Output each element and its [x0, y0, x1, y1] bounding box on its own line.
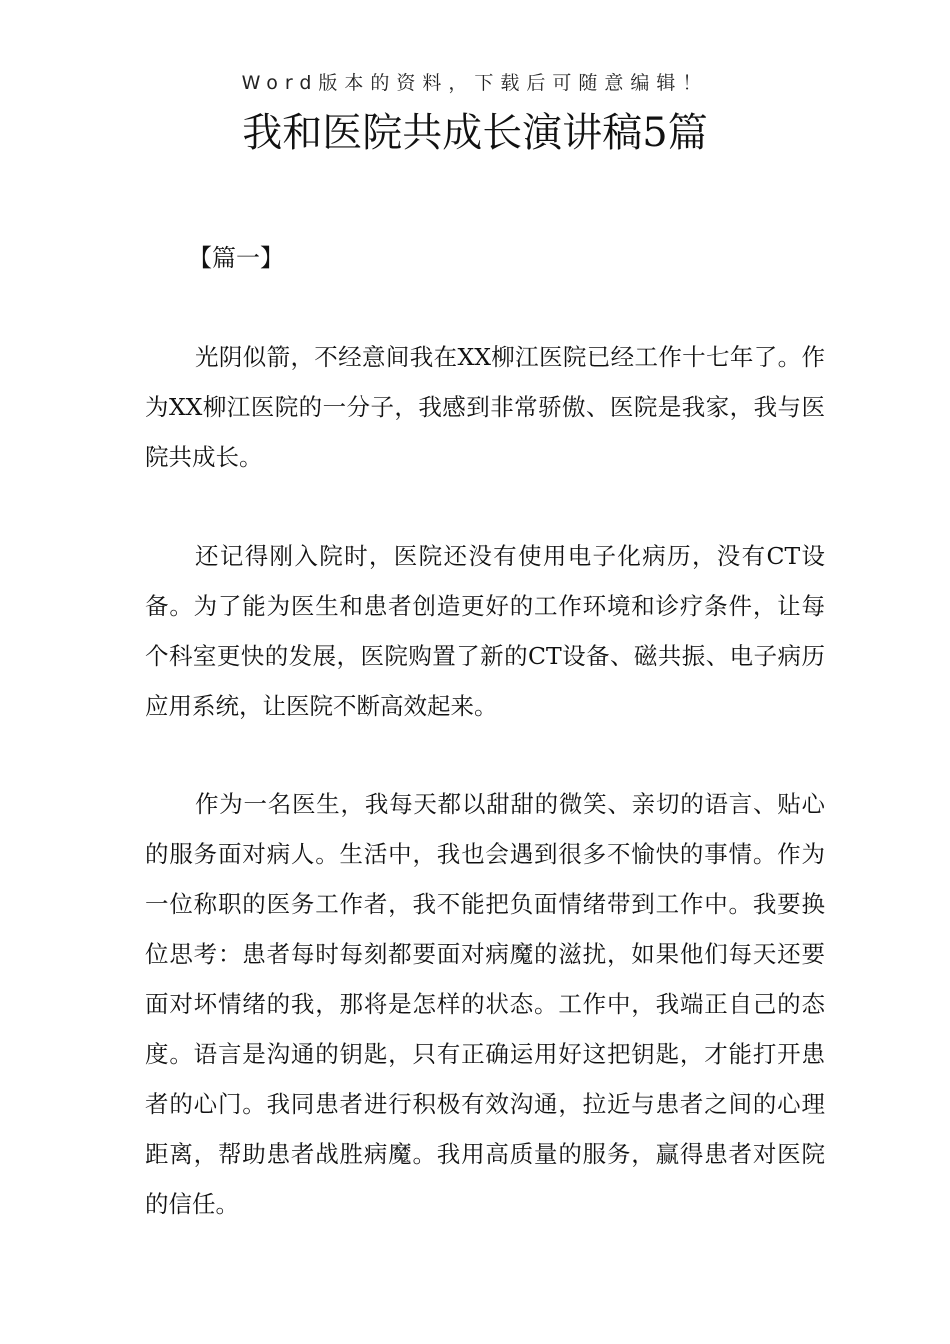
- header-note: Word版本的资料，下载后可随意编辑！: [241, 72, 709, 94]
- section-heading: 【篇一】: [188, 244, 284, 272]
- paragraph-2: 还记得刚入院时，医院还没有使用电子化病历，没有CT设备。为了能为医生和患者创造更好的工作环境和诊疗条件，让每个科室更快的发展，医院购置了新的CT设备、磁共振、电子病历应用系统，让医院不断高效起来。: [145, 542, 825, 720]
- paragraph-3: 作为一名医生，我每天都以甜甜的微笑、亲切的语言、贴心的服务面对病人。生活中，我也会遇到很多不愉快的事情。作为一位称职的医务工作者，我不能把负面情绪带到工作中。我要换位思考：患者每时每刻都要面对病魔的滋扰，如果他们每天还要面对坏情绪的我，那将是怎样的状态。工作中，我端正自己的态度。语言是沟通的钥匙，只有正确运用好这把钥匙，才能打开患者的心门。我同患者进行积极有效沟通，拉近与患者之间的心理距离，帮助患者战胜病魔。我用高质量的服务，赢得患者对医院的信任。: [145, 790, 825, 1218]
- paragraph-1: 光阴似箭，不经意间我在XX柳江医院已经工作十七年了。作为XX柳江医院的一分子，我感到非常骄傲、医院是我家，我与医院共成长。: [145, 343, 825, 471]
- document-title: 我和医院共成长演讲稿5篇: [242, 110, 708, 156]
